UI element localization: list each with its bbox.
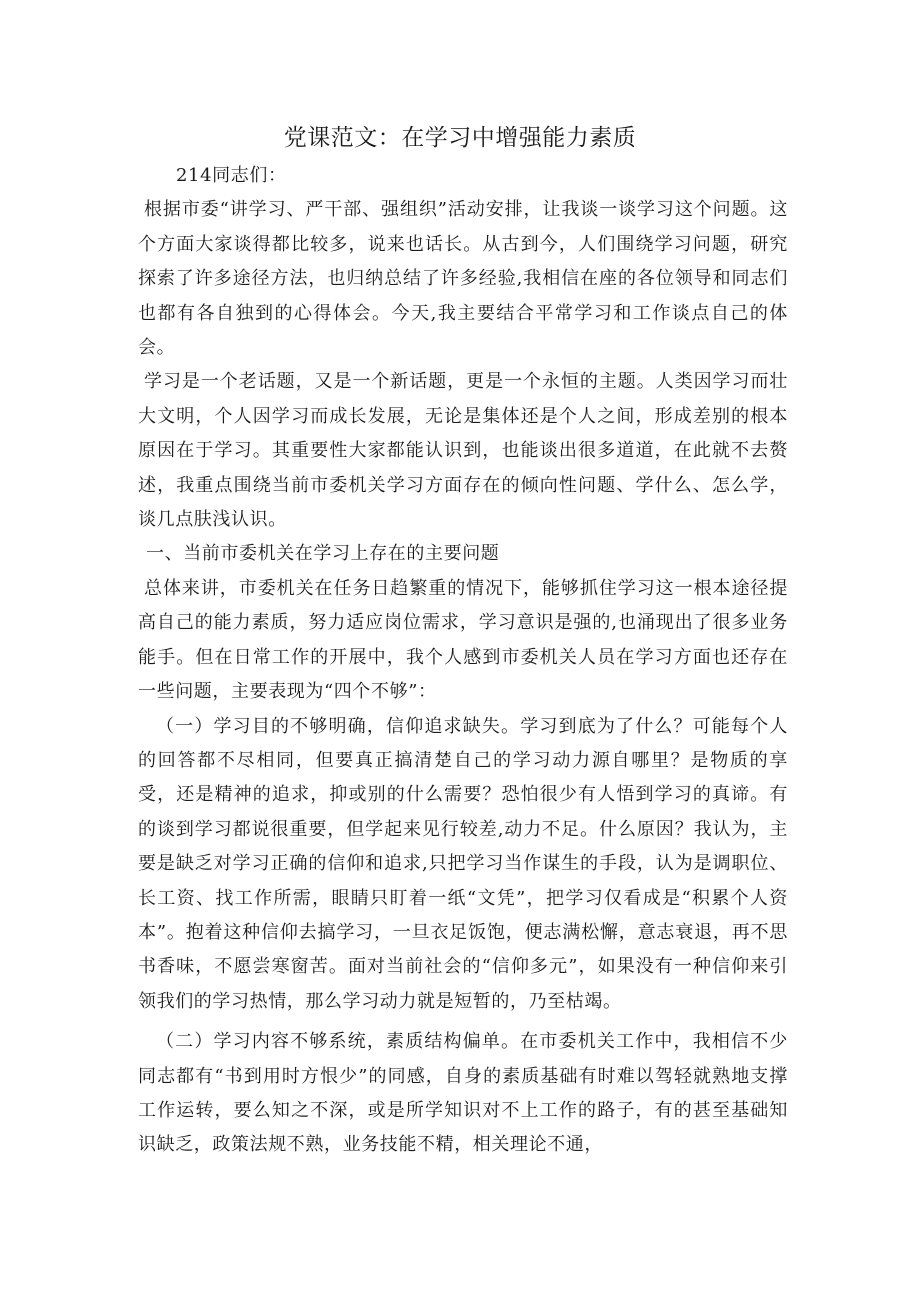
paragraph-intro: 根据市委“讲学习、严干部、强组织”活动安排，让我谈一谈学习这个问题。这个方面大家谈得都比较多，说来也话长。从古到今，人们围绕学习问题，研究探索了许多途径方法，也归纳总结了许多经验,我相信在座的各位领导和同志们也都有各自独到的心得体会。今天,我主要结合平常学习和工作谈点自己的体会。 [138, 199, 788, 359]
salutation: 214同志们： [176, 165, 287, 186]
section-heading-1: 一、当前市委机关在学习上存在的主要问题 [146, 543, 500, 565]
paragraph-overview: 总体来讲，市委机关在任务日趋繁重的情况下，能够抓住学习这一根本途径提高自己的能力素质，努力适应岗位需求，学习意识是强的,也涌现出了很多业务能手。但在日常工作的开展中，我个人感到市委机关人员在学习方面也还存在一些问题，主要表现为“四个不够”： [138, 577, 788, 703]
paragraph-point-1: （一）学习目的不够明确，信仰追求缺失。学习到底为了什么？可能每个人的回答都不尽相同，但要真正搞清楚自己的学习动力源自哪里？是物质的享受，还是精神的追求，抑或别的什么需要？恐怕很少有人悟到学习的真谛。有的谈到学习都说很重要，但学起来见行较差,动力不足。什么原因？我认为，主要是缺乏对学习正确的信仰和追求,只把学习当作谋生的手段，认为是调职位、长工资、找工作所需，眼睛只盯着一纸“文凭”，把学习仅看成是“积累个人资本”。抱着这种信仰去搞学习，一旦衣足饭饱，便志满松懈，意志衰退，再不思书香味，不愿尝寒窗苦。面对当前社会的“信仰多元”，如果没有一种信仰来引领我们的学习热情，那么学习动力就是短暂的，乃至枯竭。 [138, 715, 788, 1012]
document-title: 党课范文：在学习中增强能力素质 [283, 125, 637, 151]
paragraph-topic: 学习是一个老话题，又是一个新话题，更是一个永恒的主题。人类因学习而壮大文明，个人因学习而成长发展，无论是集体还是个人之间，形成差别的根本原因在于学习。其重要性大家都能认识到，也能谈出很多道道，在此就不去赘述，我重点围绕当前市委机关学习方面存在的倾向性问题、学什么、怎么学，谈几点肤浅认识。 [138, 371, 788, 531]
paragraph-point-2: （二）学习内容不够系统，素质结构偏单。在市委机关工作中，我相信不少同志都有“书到用时方恨少”的同感，自身的素质基础有时难以驾轻就熟地支撑工作运转，要么知之不深，或是所学知识对不上工作的路子，有的甚至基础知识缺乏，政策法规不熟，业务技能不精，相关理论不通， [138, 1031, 788, 1156]
document-body [138, 159, 788, 1163]
